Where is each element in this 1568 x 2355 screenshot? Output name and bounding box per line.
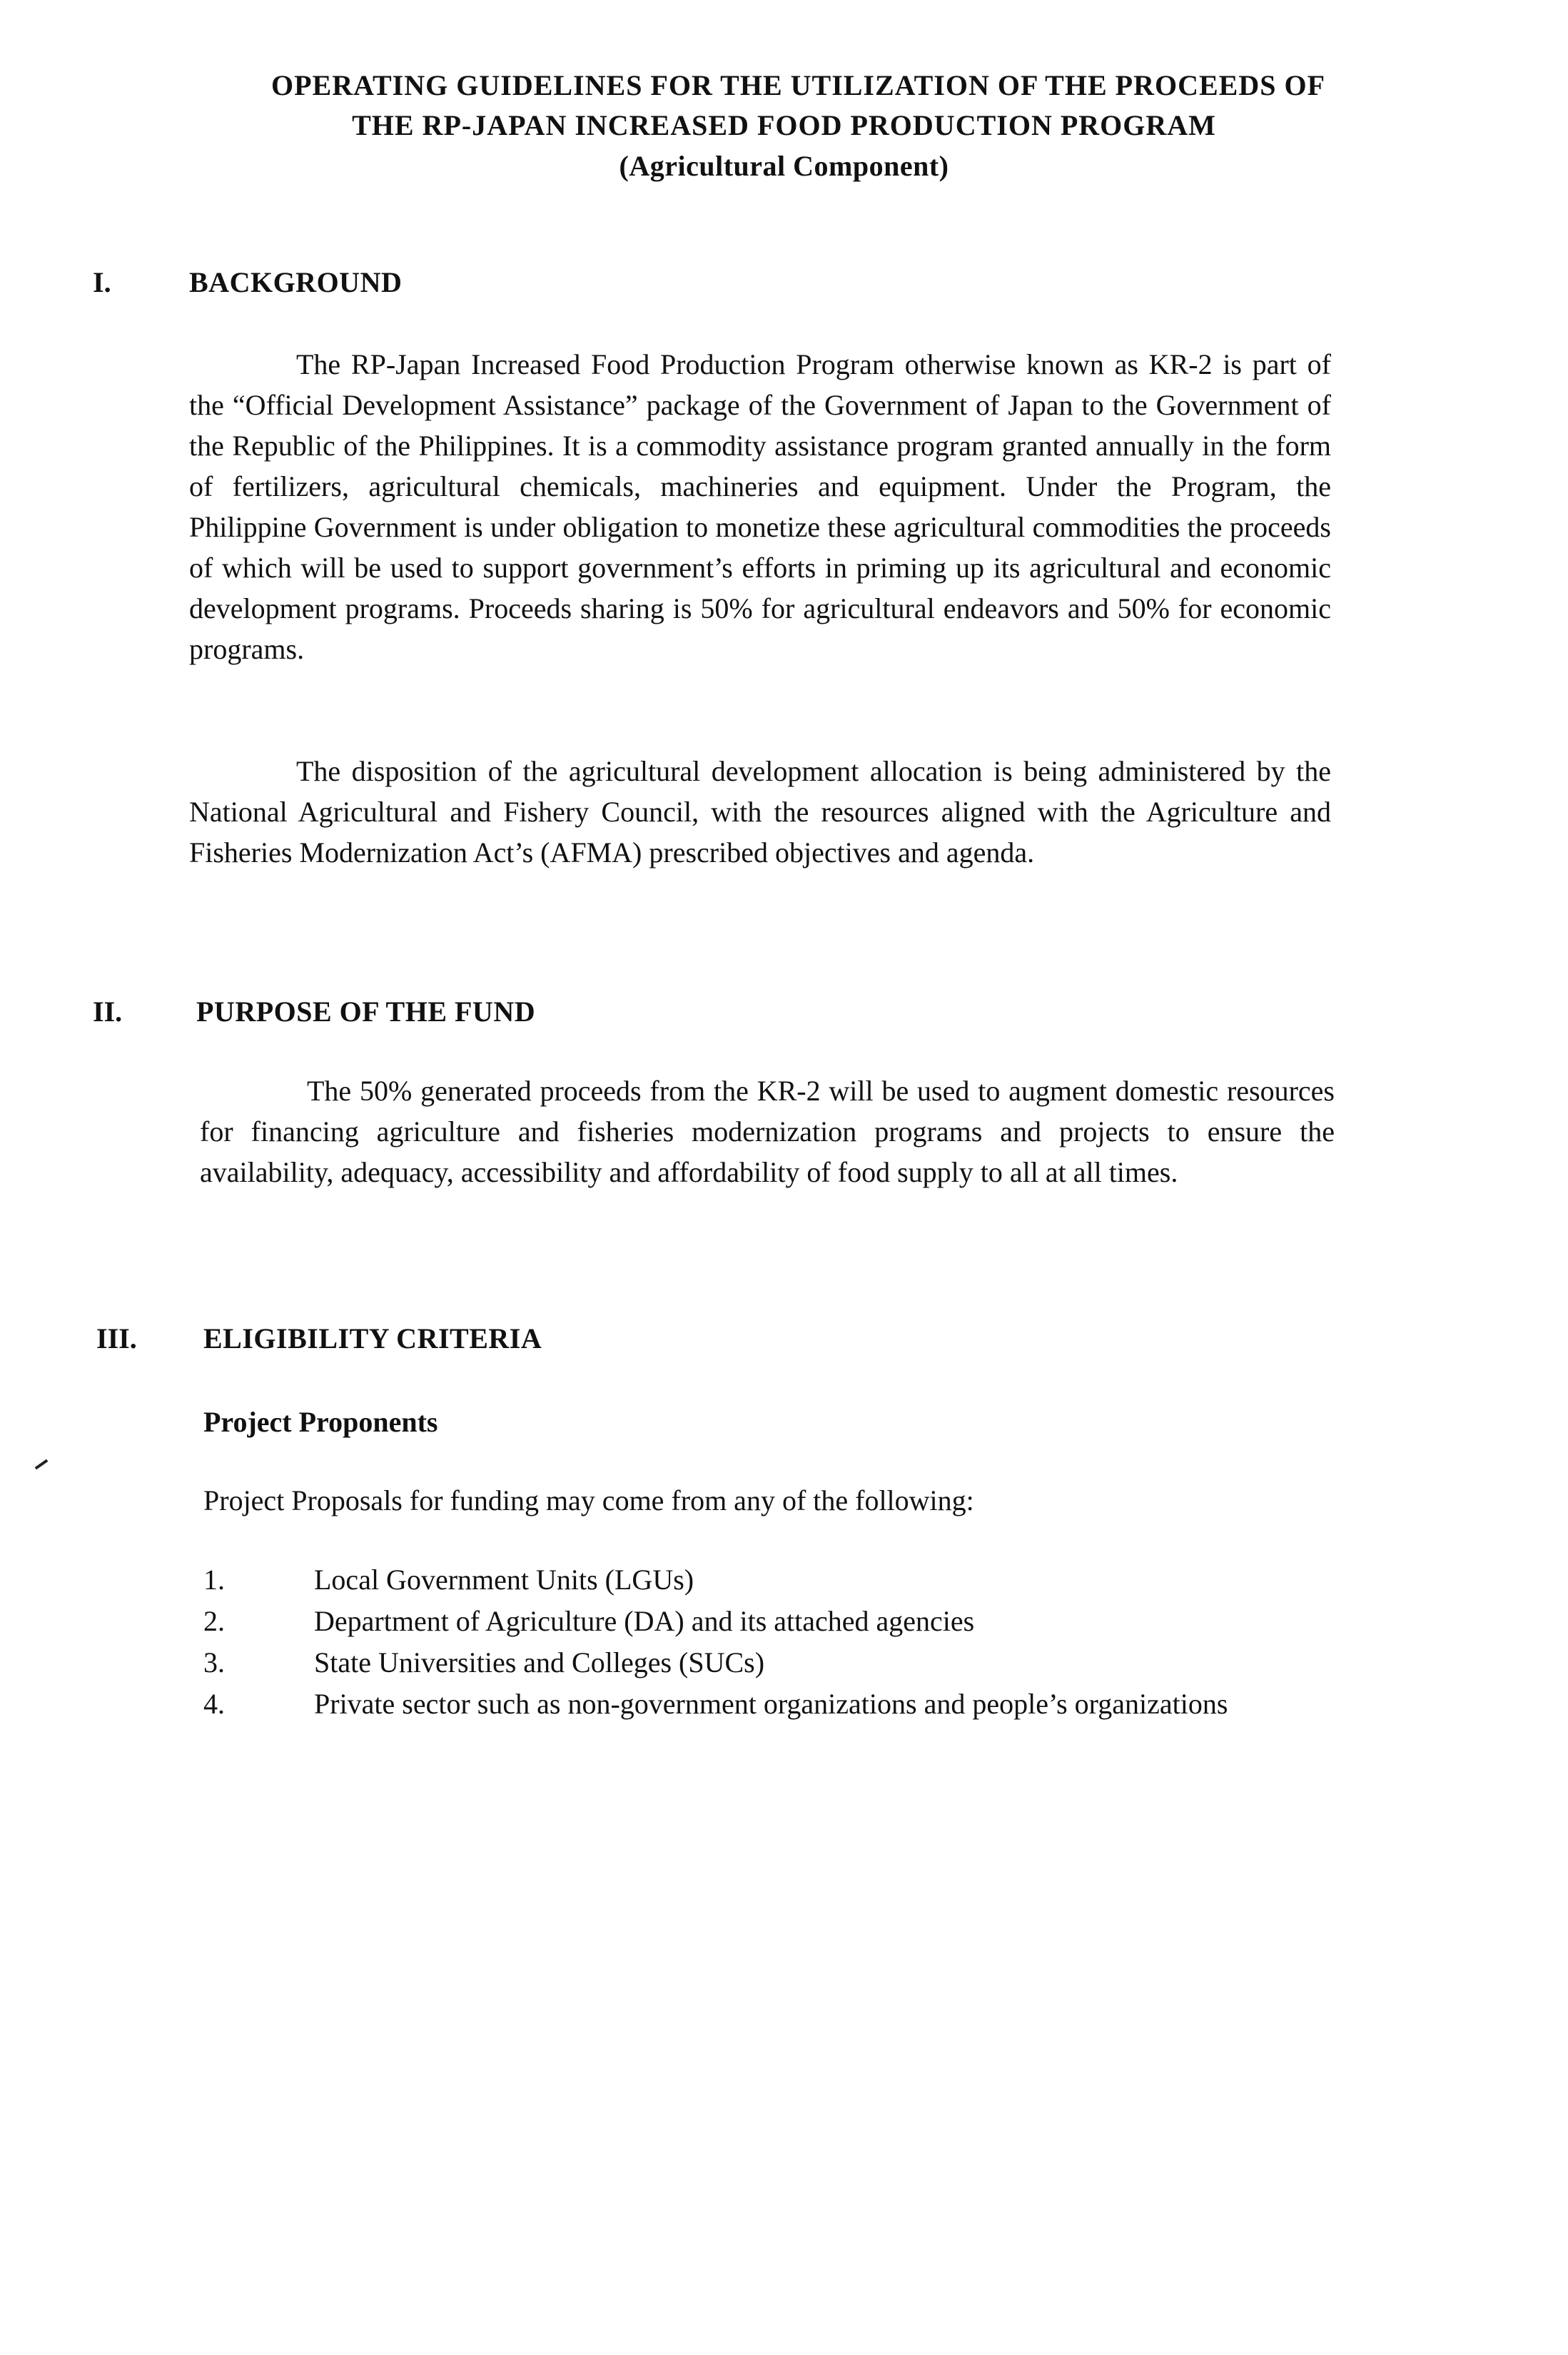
list-item (203, 1642, 1356, 1683)
list-item-number: 1. (203, 1564, 225, 1596)
section-3-subheading: Project Proponents (203, 1406, 438, 1438)
list-item-number: 2. (203, 1605, 225, 1637)
list-item-text: Department of Agriculture (DA) and its attached agencies (314, 1605, 975, 1637)
list-item (203, 1601, 1356, 1642)
document-title-line-2: THE RP-JAPAN INCREASED FOOD PRODUCTION PROGRAM (352, 109, 1216, 141)
list-item-text: State Universities and Colleges (SUCs) (314, 1646, 765, 1678)
section-2-heading: PURPOSE OF THE FUND (196, 996, 536, 1028)
list-item (203, 1683, 1356, 1725)
section-2-paragraph: The 50% generated proceeds from the KR-2 will be used to augment domestic resources for financing agriculture and fisheries modernization programs and projects to ensure the availability, adequacy, accessibility and affordability of food supply to all at all times. (200, 1075, 1335, 1188)
document-title-line-1: OPERATING GUIDELINES FOR THE UTILIZATION OF THE PROCEEDS OF (270, 69, 1326, 101)
section-2-number: II. (93, 996, 123, 1028)
section-3-heading: ELIGIBILITY CRITERIA (203, 1322, 542, 1354)
section-1-paragraph-1: The RP-Japan Increased Food Production Program otherwise known as KR-2 is part of the “Official Development Assistance” package of the Government of Japan to the Government of the Republic of the Philippines. It is a commodity assistance program granted annually in the form of fertilizers, agricultural chemicals, machineries and equipment. Under the Program, the Philippine Government is under obligation to monetize these agricultural commodities the proceeds of which will be used to support government’s efforts in priming up its agricultural and economic development programs. Proceeds sharing is 50% for agricultural endeavors and 50% for economic programs. (189, 348, 1331, 665)
list-item-number: 3. (203, 1646, 225, 1678)
proponents-list (203, 1559, 1356, 1725)
section-1-paragraph-2: The disposition of the agricultural development allocation is being administered by the National Agricultural and Fishery Council, with the resources aligned with the Agriculture and Fisheries Modernization Act’s (AFMA) prescribed objectives and agenda. (189, 755, 1331, 868)
section-1-heading: BACKGROUND (189, 266, 403, 298)
margin-mark (35, 1459, 49, 1470)
list-item (203, 1559, 1356, 1601)
list-item-text: Private sector such as non-government organizations and people’s organizations (314, 1688, 1228, 1720)
document-subtitle: (Agricultural Component) (619, 150, 949, 182)
section-1-number: I. (93, 266, 111, 298)
section-3-intro: Project Proposals for funding may come from any of the following: (203, 1484, 974, 1516)
list-item-text: Local Government Units (LGUs) (314, 1564, 694, 1596)
list-item-number: 4. (203, 1688, 225, 1720)
section-3-number: III. (96, 1322, 137, 1354)
